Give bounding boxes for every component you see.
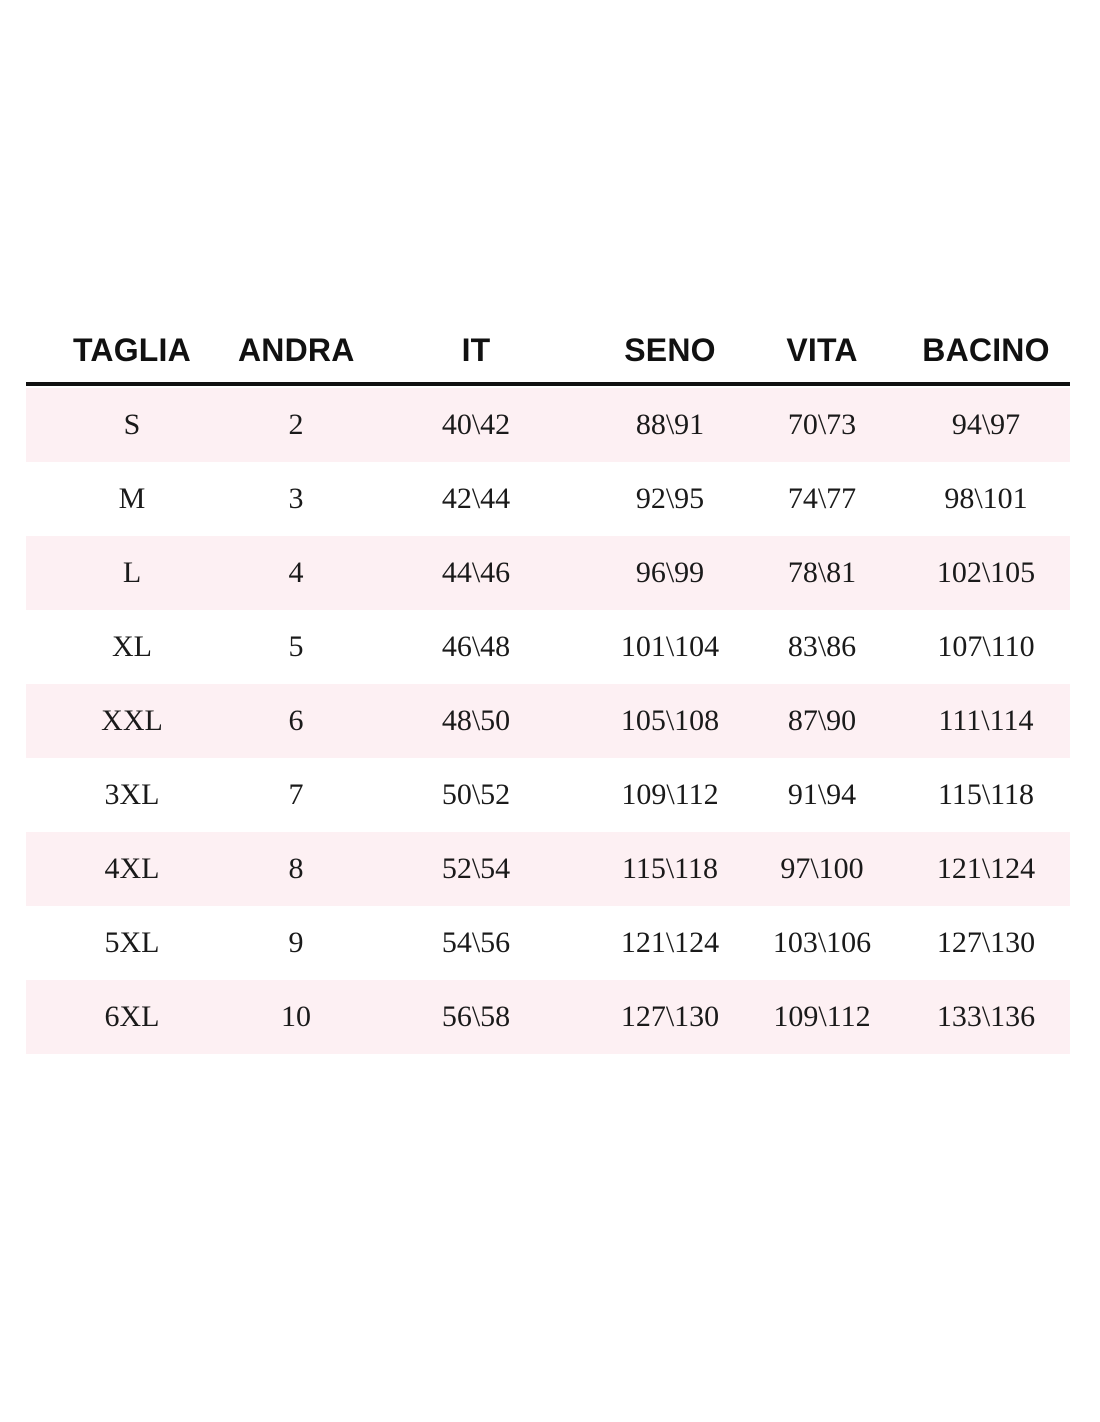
cell-andra: 4 <box>238 536 354 610</box>
header-row <box>26 318 1070 384</box>
table-row <box>26 462 1070 536</box>
cell-vita: 70\73 <box>742 388 902 462</box>
cell-seno: 127\130 <box>598 980 742 1054</box>
cell-bacino: 133\136 <box>902 980 1070 1054</box>
table-row <box>26 684 1070 758</box>
cell-taglia: L <box>26 536 238 610</box>
cell-andra: 9 <box>238 906 354 980</box>
cell-taglia: XL <box>26 610 238 684</box>
cell-vita: 87\90 <box>742 684 902 758</box>
header-bacino: BACINO <box>902 318 1070 384</box>
cell-seno: 121\124 <box>598 906 742 980</box>
cell-taglia: XXL <box>26 684 238 758</box>
cell-andra: 6 <box>238 684 354 758</box>
table-row <box>26 388 1070 462</box>
cell-seno: 88\91 <box>598 388 742 462</box>
cell-it: 48\50 <box>354 684 598 758</box>
table-row <box>26 610 1070 684</box>
cell-it: 44\46 <box>354 536 598 610</box>
cell-taglia: 5XL <box>26 906 238 980</box>
header-it: IT <box>354 318 598 384</box>
header-seno: SENO <box>598 318 742 384</box>
header-vita: VITA <box>742 318 902 384</box>
size-chart-header <box>26 318 1070 384</box>
cell-vita: 103\106 <box>742 906 902 980</box>
cell-bacino: 127\130 <box>902 906 1070 980</box>
cell-taglia: 6XL <box>26 980 238 1054</box>
table-row <box>26 832 1070 906</box>
table-row <box>26 758 1070 832</box>
cell-bacino: 98\101 <box>902 462 1070 536</box>
cell-vita: 97\100 <box>742 832 902 906</box>
cell-vita: 78\81 <box>742 536 902 610</box>
table-row <box>26 536 1070 610</box>
cell-taglia: S <box>26 388 238 462</box>
cell-taglia: 3XL <box>26 758 238 832</box>
cell-vita: 83\86 <box>742 610 902 684</box>
size-chart-body <box>26 384 1070 1054</box>
cell-it: 40\42 <box>354 388 598 462</box>
cell-seno: 101\104 <box>598 610 742 684</box>
cell-it: 50\52 <box>354 758 598 832</box>
header-andra: ANDRA <box>238 318 354 384</box>
cell-bacino: 115\118 <box>902 758 1070 832</box>
cell-seno: 109\112 <box>598 758 742 832</box>
cell-bacino: 121\124 <box>902 832 1070 906</box>
cell-andra: 5 <box>238 610 354 684</box>
cell-seno: 92\95 <box>598 462 742 536</box>
cell-taglia: M <box>26 462 238 536</box>
cell-andra: 8 <box>238 832 354 906</box>
cell-bacino: 94\97 <box>902 388 1070 462</box>
cell-it: 56\58 <box>354 980 598 1054</box>
size-chart-table <box>26 318 1070 1054</box>
cell-bacino: 102\105 <box>902 536 1070 610</box>
cell-it: 52\54 <box>354 832 598 906</box>
cell-andra: 3 <box>238 462 354 536</box>
table-row <box>26 980 1070 1054</box>
cell-bacino: 111\114 <box>902 684 1070 758</box>
cell-andra: 7 <box>238 758 354 832</box>
cell-it: 42\44 <box>354 462 598 536</box>
cell-vita: 74\77 <box>742 462 902 536</box>
cell-seno: 96\99 <box>598 536 742 610</box>
cell-andra: 10 <box>238 980 354 1054</box>
cell-seno: 105\108 <box>598 684 742 758</box>
cell-it: 46\48 <box>354 610 598 684</box>
cell-vita: 109\112 <box>742 980 902 1054</box>
cell-andra: 2 <box>238 388 354 462</box>
cell-seno: 115\118 <box>598 832 742 906</box>
cell-it: 54\56 <box>354 906 598 980</box>
cell-bacino: 107\110 <box>902 610 1070 684</box>
cell-taglia: 4XL <box>26 832 238 906</box>
header-taglia: TAGLIA <box>26 318 238 384</box>
table-row <box>26 906 1070 980</box>
cell-vita: 91\94 <box>742 758 902 832</box>
